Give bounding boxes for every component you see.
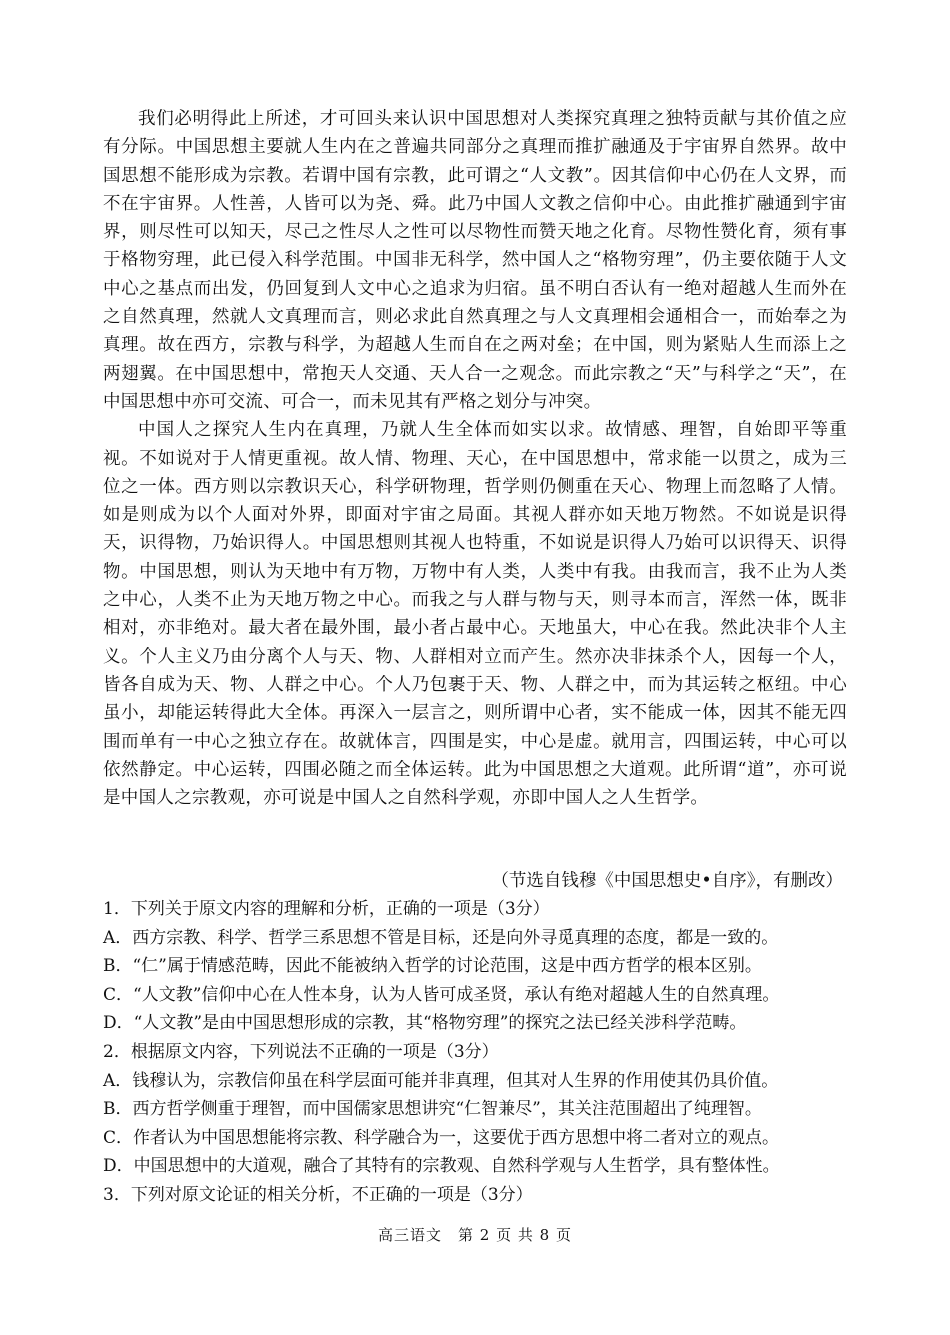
page-footer: 高三语文 第 2 页 共 8 页 <box>378 1226 572 1244</box>
question-2-option-a: A．钱穆认为，宗教信仰虽在科学层面可能并非真理，但其对人生界的作用使其仍具价值。 <box>103 1070 779 1091</box>
question-1-option-a: A．西方宗教、科学、哲学三系思想不管是目标，还是向外寻觅真理的态度，都是一致的。 <box>103 927 779 948</box>
question-2-option-d: D．中国思想中的大道观，融合了其特有的宗教观、自然科学观与人生哲学，具有整体性。 <box>103 1156 780 1177</box>
question-2-option-b: B．西方哲学侧重于理智，而中国儒家思想讲究“仁智兼尽”，其关注范围超出了纯理智。 <box>103 1099 762 1120</box>
question-2-option-c: C．作者认为中国思想能将宗教、科学融合为一，这要优于西方思想中将二者对立的观点。 <box>103 1127 780 1148</box>
question-1-stem: 1．下列关于原文内容的理解和分析，正确的一项是（3分） <box>103 899 550 919</box>
question-1 <box>103 895 853 1038</box>
questions-section <box>103 895 853 1210</box>
question-3 <box>103 1181 853 1210</box>
question-1-option-d: D．“人文教”是由中国思想形成的宗教，其“格物穷理”的探究之法已经关涉科学范畴。 <box>103 1013 747 1034</box>
passage-paragraph-2: 中国人之探究人生内在真理，乃就人生全体而如实以求。故情感、理智，自始即平等重视。不如说对于人情更重视。故人情、物理、天心，在中国思想中，常求能一以贯之，成为三位之一体。西方则以宗教识天心，科学研物理，哲学则仍侧重在天心、物理上而忽略了人情。如是则成为以个人面对外界，即面对宇宙之局面。其视人群亦如天地万物然。不如说是识得天，识得物，乃始识得人。中国思想则其视人也特重，不如说是识得人乃始可以识得天、识得物。中国思想，则认为天地中有万物，万物中有人类，人类中有我。由我而言，我不止为人类之中心，人类不止为天地万物之中心。而我之与人群与物与天，则寻本而言，浑然一体，既非相对，亦非绝对。最大者在最外围，最小者占最中心。天地虽大，中心在我。然此决非个人主义。个人主义乃由分离个人与天、物、人群相对立而产生。然亦决非抹杀个人，因每一个人，皆各自成为天、物、人群之中心。个人乃包裹于天、物、人群之中，而为其运转之枢纽。中心虽小，却能运转得此大全体。再深入一层言之，则所谓中心者，实不能成一体，因其不能无四围而单有一中心之独立存在。故就体言，四围是实，中心是虚。就用言，四围运转，中心可以依然静定。中心运转，四围必随之而全体运转。此为中国思想之大道观。此所谓“道”，亦可说是中国人之宗教观，亦可说是中国人之自然科学观，亦即中国人之人生哲学。 <box>103 420 847 809</box>
question-2 <box>103 1038 853 1181</box>
question-1-option-b: B．“仁”属于情感范畴，因此不能被纳入哲学的讨论范围，这是中西方哲学的根本区别。 <box>103 956 762 977</box>
passage-source: （节选自钱穆《中国思想史•自序》，有删改） <box>491 871 843 891</box>
reading-passage <box>103 105 847 812</box>
passage-paragraph-1: 我们必明得此上所述，才可回头来认识中国思想对人类探究真理之独特贡献与其价值之应有分际。中国思想主要就人生内在之普遍共同部分之真理而推扩融通及于宇宙界自然界。故中国思想不能形成为宗教。若谓中国有宗教，此可谓之“人文教”。因其信仰中心仍在人文界，而不在宇宙界。人性善，人皆可以为尧、舜。此乃中国人文教之信仰中心。由此推扩融通到宇宙界，则尽性可以知天，尽己之性尽人之性可以尽物性而赞天地之化育。尽物性赞化育，须有事于格物穷理，此已侵入科学范围。中国非无科学，然中国人之“格物穷理”，仍主要依随于人文中心之基点而出发，仍回复到人文中心之追求为归宿。虽不明白否认有一绝对超越人生而外在之自然真理，然就人文真理而言，则必求此自然真理之与人文真理相会通相合一，而始奉之为真理。故在西方，宗教与科学，为超越人生而自在之两对垒；在中国，则为紧贴人生而添上之两翅翼。在中国思想中，常抱天人交通、天人合一之观念。而此宗教之“天”与科学之“天”，在中国思想中亦可交流、可合一，而未见其有严格之划分与冲突。 <box>103 109 847 412</box>
question-1-option-c: C．“人文教”信仰中心在人性本身，认为人皆可成圣贤，承认有绝对超越人生的自然真理。 <box>103 984 780 1005</box>
question-3-stem: 3．下列对原文论证的相关分析，不正确的一项是（3分） <box>103 1184 533 1205</box>
question-2-stem: 2．根据原文内容，下列说法不正确的一项是（3分） <box>103 1041 499 1062</box>
